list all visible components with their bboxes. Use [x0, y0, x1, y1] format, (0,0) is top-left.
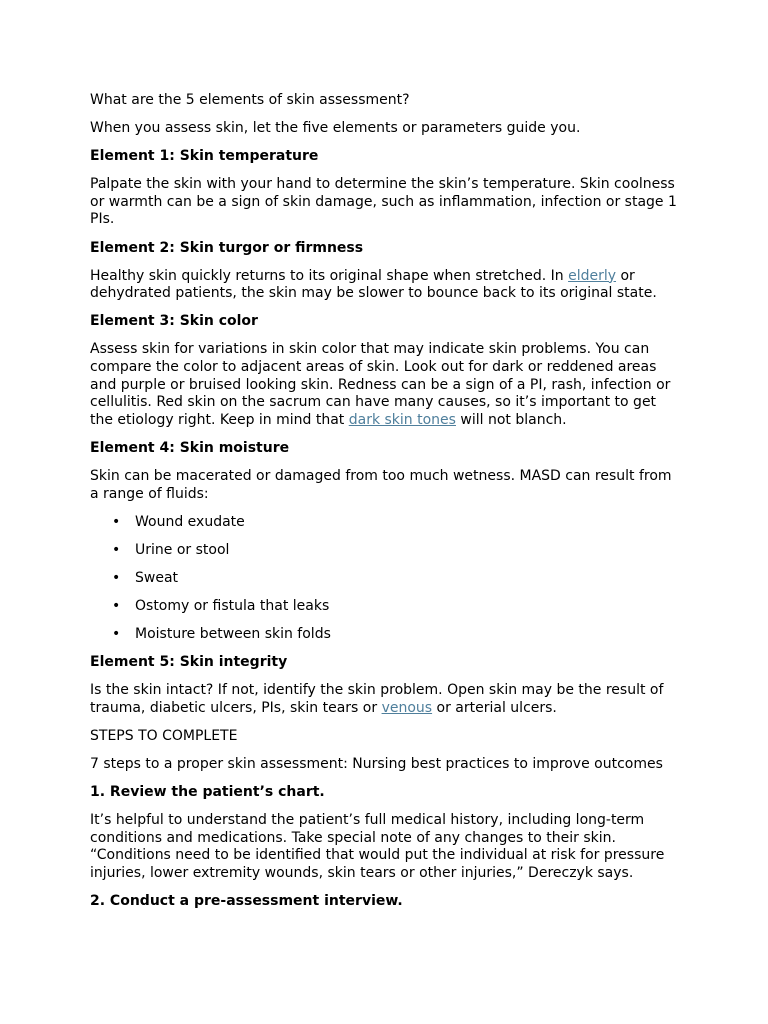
step1-body: It’s helpful to understand the patient’s full medical history, including long-term conditions and medications. Take special note of any changes to their skin. “Conditions need to be identified that would put the individual at risk for pressure injuries, lower extremity wounds, skin tears or other injuries,” Dereczyk says.: [90, 812, 665, 881]
element2-body-before: Healthy skin quickly returns to its original shape when stretched. In: [90, 267, 569, 284]
element5-body-after: or arterial ulcers.: [432, 699, 557, 716]
list-item-text: Urine or stool: [135, 541, 230, 558]
element5-heading: Element 5: Skin integrity: [90, 654, 288, 671]
intro-text: When you assess skin, let the five elements or parameters guide you.: [90, 120, 581, 137]
intro-question: What are the 5 elements of skin assessment?: [90, 92, 410, 108]
list-item-text: Ostomy or fistula that leaks: [135, 597, 330, 614]
element3-heading: Element 3: Skin color: [90, 313, 258, 330]
element4-body: Skin can be macerated or damaged from too much wetness. MASD can result from a range of fluids:: [90, 468, 672, 502]
list-item: [112, 626, 682, 644]
step2-heading: 2. Conduct a pre-assessment interview.: [90, 893, 403, 910]
bullet-icon: •: [112, 541, 121, 558]
elderly-link[interactable]: elderly: [568, 267, 617, 284]
list-item-text: Moisture between skin folds: [135, 626, 331, 643]
element3-body-after: will not blanch.: [455, 411, 567, 428]
list-item-text: Sweat: [135, 569, 179, 586]
element5-body: [90, 682, 682, 717]
list-item: [112, 569, 682, 588]
steps-intro: 7 steps to a proper skin assessment: Nursing best practices to improve outcomes: [90, 756, 663, 773]
element1-heading: Element 1: Skin temperature: [90, 148, 319, 165]
list-item: [112, 597, 682, 616]
bullet-icon: •: [112, 569, 121, 586]
dark-skin-tones-link[interactable]: dark skin tones: [348, 411, 456, 428]
moisture-fluids-list: [90, 514, 682, 644]
bullet-icon: •: [112, 513, 121, 530]
element5-body-before: Is the skin intact? If not, identify the skin problem. Open skin may be the result of trauma, diabetic ulcers, PIs, skin tears or: [90, 682, 664, 716]
list-item: [112, 513, 682, 532]
element2-body-after: or dehydrated patients, the skin may be slower to bounce back to its original state.: [90, 267, 657, 302]
element2-body: [90, 268, 682, 303]
bullet-icon: •: [112, 626, 121, 643]
element1-body: Palpate the skin with your hand to determine the skin’s temperature. Skin coolness or warmth can be a sign of skin damage, such as inflammation, infection or stage 1 PIs.: [90, 176, 677, 228]
list-item-text: Wound exudate: [135, 513, 245, 530]
element4-heading: Element 4: Skin moisture: [90, 439, 290, 456]
element3-body-before: Assess skin for variations in skin color that may indicate skin problems. You can compare the color to adjacent areas of skin. Look out for dark or reddened areas and purple or bruised looking skin. Redness can be a sign of a PI, rash, infection or cellulitis. Red skin on the sacrum can have many causes, so it’s important to get the etiology right. Keep in mind that: [90, 341, 671, 428]
step1-heading: 1. Review the patient’s chart.: [90, 784, 325, 801]
steps-label: STEPS TO COMPLETE: [90, 727, 238, 744]
element2-heading: Element 2: Skin turgor or firmness: [90, 239, 364, 256]
element3-body: [90, 341, 682, 429]
list-item: [112, 541, 682, 560]
bullet-icon: •: [112, 597, 121, 614]
venous-link[interactable]: venous: [381, 699, 433, 716]
document-page: [90, 92, 682, 921]
